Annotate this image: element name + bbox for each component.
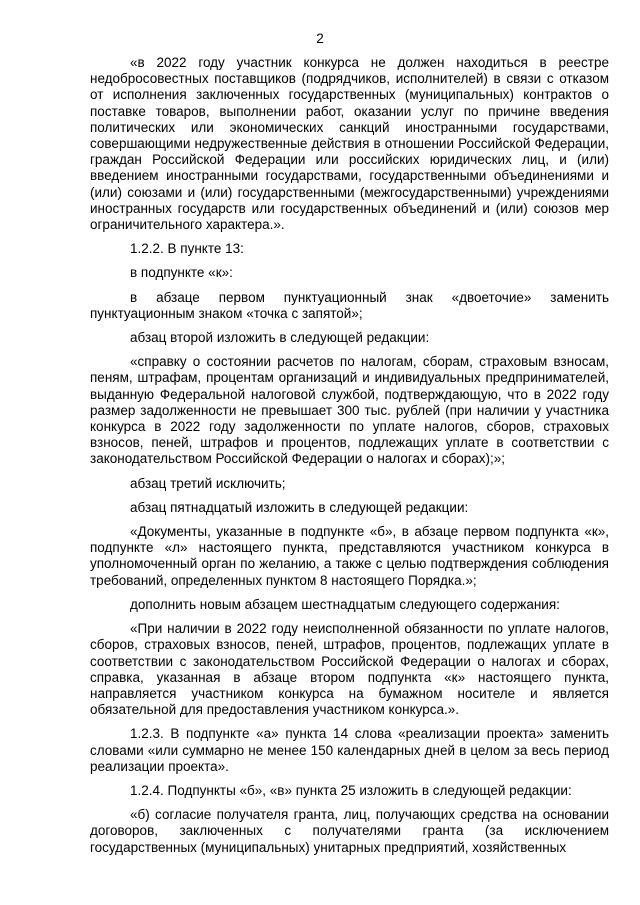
paragraph-1-2-4: 1.2.4. Подпункты «б», «в» пункта 25 изложить в следующей редакции: [130,782,572,798]
paragraph-punctuation-change: в абзаце первом пунктуационный знак «двоеточие» заменить пунктуационным знаком «точка с запятой»; [90,289,609,321]
paragraph-second-abzac: абзац второй изложить в следующей редакции: [130,330,430,346]
page-number: 2 [316,31,324,46]
paragraph-third-abzac-exclude: абзац третий исключить; [130,475,286,491]
paragraph-tax-certificate: «справку о состоянии расчетов по налогам, сборам, страховым взносам, пеням, штрафам, процентам организаций и индивидуальных предпринимателей, выданную Федеральной налоговой службой, подтверждающую, что в 2022 году размер задолженности не превышает 300 тыс. рублей (при наличии у участника конкурса в 2022 году задолженности по уплате налогов, сборов, страховых взносов, пеней, штрафов и процентов, подлежащих уплате в соответствии с законодательством Российской Федерации о налогах и сборах);»; [90,354,609,467]
paragraph-sixteenth-abzac-add: дополнить новым абзацем шестнадцатым следующего содержания: [130,596,560,612]
paragraph-unpaid-obligation: «При наличии в 2022 году неисполненной обязанности по уплате налогов, сборов, страховых взносов, пеней, штрафов, процентов, подлежащих уплате в соответствии с законодательством Российской Федерации о налогах и сборах, справка, указанная в абзаце втором подпункта «к» настоящего пункта, направляется участником конкурса на бумажном носителе и является обязательной для предоставления участником конкурса.». [90,621,609,718]
paragraph-sanctions-requirement: «в 2022 году участник конкурса не должен находиться в реестре недобросовестных поставщиков (подрядчиков, исполнителей) в связи с отказом от исполнения заключенных государственных (муниципальных) контрактов о поставке товаров, выполнении работ, оказании услуг по причине введения политических или экономических санкций иностранными государствами, совершающими недружественные действия в отношении Российской Федерации, граждан Российской Федерации или российских юридических лиц, и (или) введением иностранными государствами, государственными объединениями и (или) союзами и (или) государственными (межгосударственными) учреждениями иностранных государств или государственных объединений и (или) союзов мер ограничительного характера.». [90,55,609,233]
paragraph-documents-submission: «Документы, указанные в подпункте «б», в абзаце первом подпункта «к», подпункте «л» настоящего пункта, представляются участником конкурса в уполномоченный орган по желанию, а также с целью подтверждения соблюдения требований, определенных пунктом 8 настоящего Порядка.»; [90,524,609,588]
paragraph-1-2-2-heading: 1.2.2. В пункте 13: [130,241,244,257]
document-body [90,55,609,860]
paragraph-consent-b: «б) согласие получателя гранта, лиц, получающих средства на основании договоров, заключенных с получателями гранта (за исключением государственных (муниципальных) унитарных предприятий, хозяйственных [90,807,609,855]
paragraph-1-2-3: 1.2.3. В подпункте «а» пункта 14 слова «реализации проекта» заменить словами «или суммарно не менее 150 календарных дней в целом за весь период реализации проекта». [90,726,609,774]
paragraph-fifteenth-abzac: абзац пятнадцатый изложить в следующей редакции: [130,499,469,515]
paragraph-subpoint-k: в подпункте «к»: [130,265,233,281]
